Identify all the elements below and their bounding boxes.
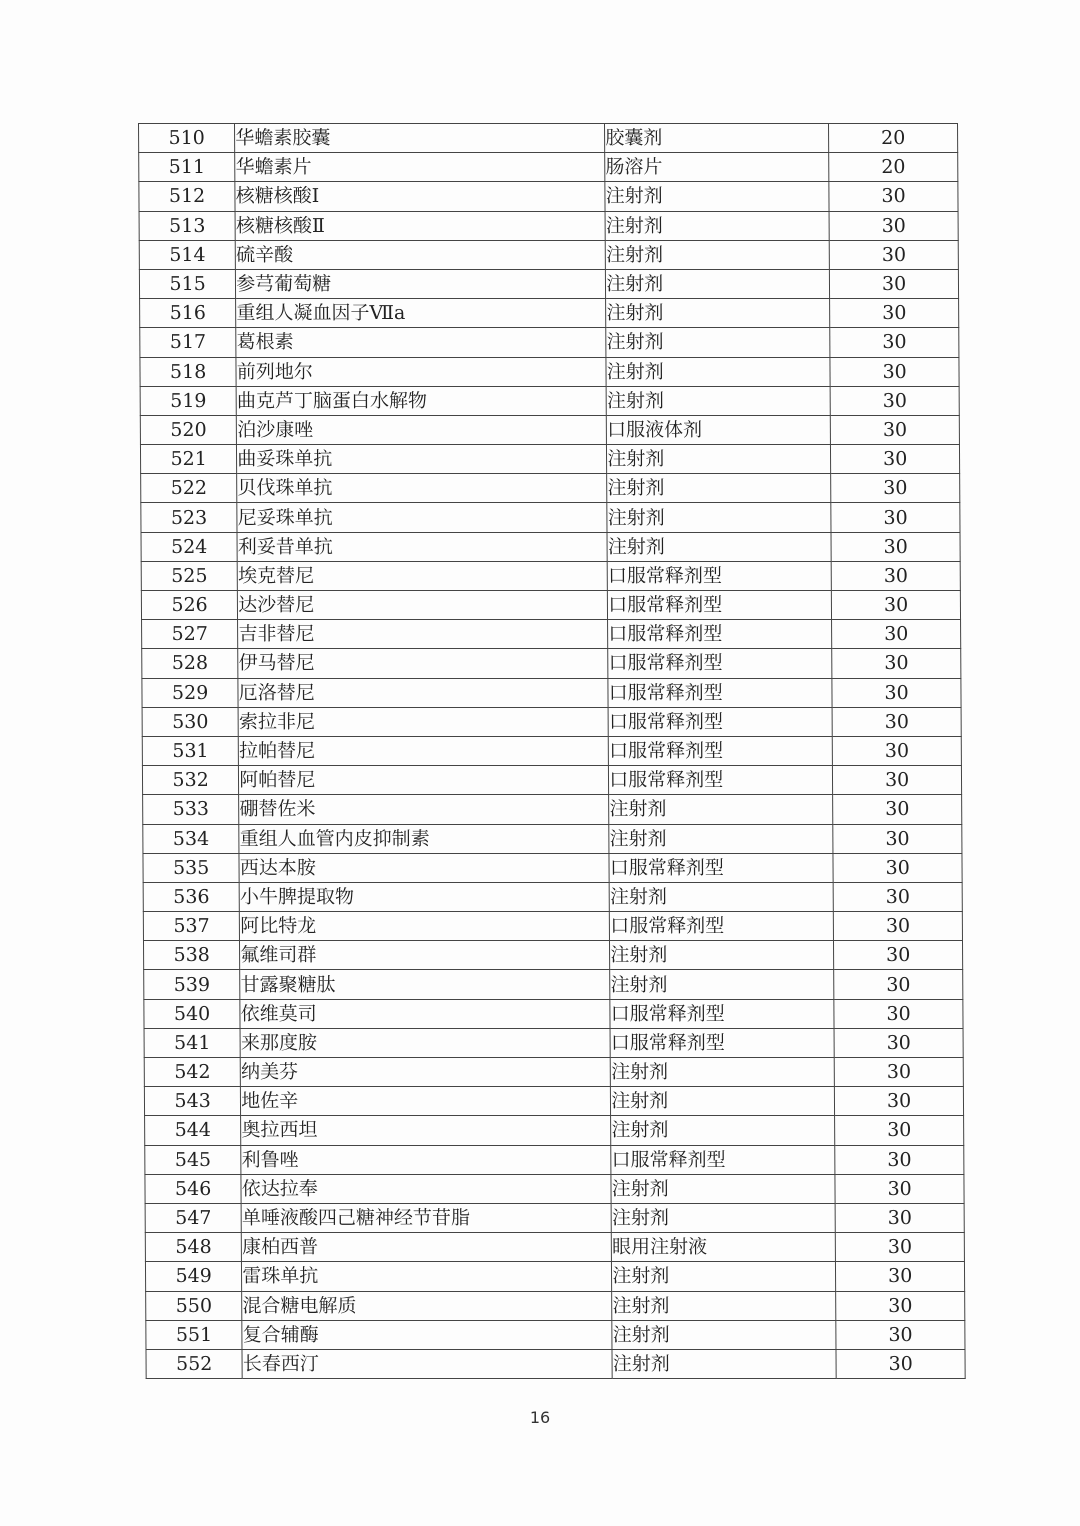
days-cell: 30: [833, 766, 962, 795]
table-row: [139, 153, 958, 182]
table-row: [139, 240, 958, 269]
dosage-form-cell: 注射剂: [605, 182, 829, 211]
row-number-cell: 511: [139, 153, 235, 182]
drug-name-cell: 甘露聚糖肽: [240, 970, 610, 999]
days-cell: 30: [831, 445, 960, 474]
days-cell: 30: [834, 941, 963, 970]
days-cell: 30: [836, 1291, 965, 1320]
dosage-form-cell: 口服常释剂型: [608, 591, 832, 620]
dosage-form-cell: 口服常释剂型: [608, 678, 832, 707]
table-row: [146, 1320, 965, 1349]
drug-name-cell: 利鲁唑: [241, 1145, 611, 1174]
table-row: [141, 532, 960, 561]
drug-name-cell: 前列地尔: [236, 357, 606, 386]
table-row: [145, 1116, 964, 1145]
table-row: [139, 269, 958, 298]
table-row: [142, 649, 961, 678]
days-cell: 30: [835, 1116, 964, 1145]
table-row: [142, 707, 961, 736]
dosage-form-cell: 注射剂: [611, 1203, 835, 1232]
row-number-cell: 546: [145, 1174, 241, 1203]
drug-name-cell: 达沙替尼: [238, 591, 608, 620]
row-number-cell: 535: [143, 853, 239, 882]
dosage-form-cell: 注射剂: [611, 1116, 835, 1145]
days-cell: 30: [831, 561, 960, 590]
dosage-form-cell: 注射剂: [607, 445, 831, 474]
drug-name-cell: 依维莫司: [240, 999, 610, 1028]
table-row: [141, 503, 960, 532]
drug-name-cell: 阿比特龙: [240, 912, 610, 941]
days-cell: 30: [829, 240, 958, 269]
row-number-cell: 520: [140, 415, 236, 444]
drug-name-cell: 贝伐珠单抗: [237, 474, 607, 503]
row-number-cell: 517: [140, 328, 236, 357]
row-number-cell: 533: [143, 795, 239, 824]
row-number-cell: 515: [139, 269, 235, 298]
dosage-form-cell: 注射剂: [610, 970, 834, 999]
drug-name-cell: 长春西汀: [242, 1349, 612, 1378]
table-row: [141, 561, 960, 590]
dosage-form-cell: 注射剂: [609, 795, 833, 824]
days-cell: 30: [835, 1145, 964, 1174]
table-row: [145, 1174, 964, 1203]
drug-name-cell: 索拉非尼: [238, 707, 608, 736]
dosage-form-cell: 注射剂: [611, 1174, 835, 1203]
dosage-form-cell: 注射剂: [606, 269, 830, 298]
drug-name-cell: 核糖核酸Ⅰ: [235, 182, 605, 211]
row-number-cell: 531: [142, 736, 238, 765]
drug-name-cell: 参芎葡萄糖: [236, 269, 606, 298]
table-row: [141, 474, 960, 503]
dosage-form-cell: 胶囊剂: [605, 124, 829, 153]
row-number-cell: 510: [139, 124, 235, 153]
drug-table: [138, 123, 966, 1379]
row-number-cell: 538: [143, 941, 239, 970]
table-row: [141, 591, 960, 620]
dosage-form-cell: 注射剂: [607, 474, 831, 503]
table-row: [143, 882, 962, 911]
row-number-cell: 543: [144, 1087, 240, 1116]
days-cell: 30: [834, 1028, 963, 1057]
table-row: [139, 211, 958, 240]
days-cell: 30: [836, 1320, 965, 1349]
dosage-form-cell: 口服常释剂型: [609, 766, 833, 795]
row-number-cell: 522: [141, 474, 237, 503]
dosage-form-cell: 注射剂: [607, 532, 831, 561]
days-cell: 30: [832, 707, 961, 736]
drug-name-cell: 雷珠单抗: [242, 1262, 612, 1291]
row-number-cell: 532: [142, 766, 238, 795]
days-cell: 30: [834, 912, 963, 941]
dosage-form-cell: 口服常释剂型: [608, 736, 832, 765]
days-cell: 30: [830, 328, 959, 357]
days-cell: 30: [829, 211, 958, 240]
dosage-form-cell: 眼用注射液: [612, 1233, 836, 1262]
row-number-cell: 536: [143, 882, 239, 911]
dosage-form-cell: 口服常释剂型: [610, 1028, 834, 1057]
table-row: [145, 1233, 964, 1262]
drug-name-cell: 地佐辛: [241, 1087, 611, 1116]
table-row: [144, 1058, 963, 1087]
drug-name-cell: 奥拉西坦: [241, 1116, 611, 1145]
table-row: [144, 970, 963, 999]
days-cell: 30: [835, 1203, 964, 1232]
row-number-cell: 528: [142, 649, 238, 678]
dosage-form-cell: 注射剂: [612, 1349, 836, 1378]
table-row: [142, 678, 961, 707]
days-cell: 30: [836, 1349, 965, 1378]
table-row: [144, 1028, 963, 1057]
row-number-cell: 525: [141, 561, 237, 590]
drug-name-cell: 拉帕替尼: [239, 736, 609, 765]
days-cell: 30: [833, 882, 962, 911]
row-number-cell: 524: [141, 532, 237, 561]
dosage-form-cell: 口服常释剂型: [608, 620, 832, 649]
row-number-cell: 518: [140, 357, 236, 386]
days-cell: 30: [830, 386, 959, 415]
table-row: [143, 853, 962, 882]
days-cell: 30: [831, 503, 960, 532]
table-row: [146, 1291, 965, 1320]
table-row: [140, 328, 959, 357]
row-number-cell: 541: [144, 1028, 240, 1057]
drug-name-cell: 利妥昔单抗: [237, 532, 607, 561]
drug-name-cell: 曲克芦丁脑蛋白水解物: [236, 386, 606, 415]
days-cell: 30: [831, 532, 960, 561]
dosage-form-cell: 注射剂: [609, 882, 833, 911]
dosage-form-cell: 口服常释剂型: [609, 853, 833, 882]
table-row: [145, 1203, 964, 1232]
row-number-cell: 512: [139, 182, 235, 211]
days-cell: 30: [835, 1087, 964, 1116]
drug-name-cell: 华蟾素片: [235, 153, 605, 182]
dosage-form-cell: 注射剂: [605, 211, 829, 240]
row-number-cell: 529: [142, 678, 238, 707]
table-row: [143, 912, 962, 941]
dosage-form-cell: 注射剂: [605, 240, 829, 269]
dosage-form-cell: 肠溶片: [605, 153, 829, 182]
row-number-cell: 542: [144, 1058, 240, 1087]
days-cell: 30: [832, 649, 961, 678]
days-cell: 30: [830, 357, 959, 386]
row-number-cell: 549: [145, 1262, 241, 1291]
row-number-cell: 539: [144, 970, 240, 999]
days-cell: 30: [830, 299, 959, 328]
drug-name-cell: 伊马替尼: [238, 649, 608, 678]
table-row: [142, 736, 961, 765]
drug-name-cell: 泊沙康唑: [237, 415, 607, 444]
table-row: [140, 445, 959, 474]
table-row: [143, 795, 962, 824]
dosage-form-cell: 注射剂: [612, 1320, 836, 1349]
drug-name-cell: 硼替佐米: [239, 795, 609, 824]
days-cell: 30: [832, 678, 961, 707]
table-row: [142, 620, 961, 649]
drug-name-cell: 复合辅酶: [242, 1320, 612, 1349]
row-number-cell: 547: [145, 1203, 241, 1232]
days-cell: 30: [832, 736, 961, 765]
table-row: [144, 1087, 963, 1116]
row-number-cell: 530: [142, 707, 238, 736]
days-cell: 30: [831, 415, 960, 444]
days-cell: 30: [833, 853, 962, 882]
drug-name-cell: 葛根素: [236, 328, 606, 357]
days-cell: 30: [834, 1058, 963, 1087]
drug-name-cell: 纳美芬: [240, 1058, 610, 1087]
drug-name-cell: 曲妥珠单抗: [237, 445, 607, 474]
dosage-form-cell: 口服常释剂型: [610, 999, 834, 1028]
days-cell: 30: [829, 182, 958, 211]
dosage-form-cell: 注射剂: [612, 1291, 836, 1320]
drug-name-cell: 硫辛酸: [235, 240, 605, 269]
dosage-form-cell: 口服常释剂型: [607, 561, 831, 590]
row-number-cell: 521: [140, 445, 236, 474]
dosage-form-cell: 注射剂: [610, 1058, 834, 1087]
row-number-cell: 527: [142, 620, 238, 649]
dosage-form-cell: 口服液体剂: [607, 415, 831, 444]
days-cell: 30: [831, 474, 960, 503]
row-number-cell: 534: [143, 824, 239, 853]
dosage-form-cell: 注射剂: [606, 357, 830, 386]
dosage-form-cell: 注射剂: [611, 1087, 835, 1116]
drug-name-cell: 康柏西普: [242, 1233, 612, 1262]
row-number-cell: 519: [140, 386, 236, 415]
drug-name-cell: 氟维司群: [240, 941, 610, 970]
dosage-form-cell: 注射剂: [609, 824, 833, 853]
drug-name-cell: 尼妥珠单抗: [237, 503, 607, 532]
drug-name-cell: 重组人凝血因子Ⅶa: [236, 299, 606, 328]
row-number-cell: 514: [139, 240, 235, 269]
days-cell: 30: [832, 620, 961, 649]
dosage-form-cell: 口服常释剂型: [608, 649, 832, 678]
days-cell: 30: [836, 1233, 965, 1262]
days-cell: 20: [829, 153, 958, 182]
drug-name-cell: 混合糖电解质: [242, 1291, 612, 1320]
days-cell: 20: [829, 124, 958, 153]
row-number-cell: 548: [145, 1233, 241, 1262]
drug-name-cell: 单唾液酸四己糖神经节苷脂: [241, 1203, 611, 1232]
drug-name-cell: 重组人血管内皮抑制素: [239, 824, 609, 853]
table-row: [143, 941, 962, 970]
row-number-cell: 552: [146, 1349, 242, 1378]
days-cell: 30: [834, 999, 963, 1028]
dosage-form-cell: 注射剂: [607, 503, 831, 532]
drug-table-body: [139, 124, 966, 1379]
days-cell: 30: [833, 795, 962, 824]
table-row: [139, 124, 958, 153]
drug-name-cell: 西达本胺: [239, 853, 609, 882]
table-row: [146, 1349, 965, 1378]
row-number-cell: 550: [146, 1291, 242, 1320]
row-number-cell: 551: [146, 1320, 242, 1349]
drug-name-cell: 吉非替尼: [238, 620, 608, 649]
table-row: [145, 1145, 964, 1174]
table-row: [140, 415, 959, 444]
dosage-form-cell: 口服常释剂型: [611, 1145, 835, 1174]
row-number-cell: 537: [143, 912, 239, 941]
drug-name-cell: 核糖核酸Ⅱ: [235, 211, 605, 240]
drug-name-cell: 厄洛替尼: [238, 678, 608, 707]
row-number-cell: 545: [145, 1145, 241, 1174]
row-number-cell: 513: [139, 211, 235, 240]
dosage-form-cell: 注射剂: [606, 386, 830, 415]
days-cell: 30: [834, 970, 963, 999]
row-number-cell: 523: [141, 503, 237, 532]
days-cell: 30: [836, 1262, 965, 1291]
dosage-form-cell: 注射剂: [612, 1262, 836, 1291]
page-number: 16: [529, 1408, 551, 1427]
dosage-form-cell: 注射剂: [610, 941, 834, 970]
drug-name-cell: 埃克替尼: [237, 561, 607, 590]
row-number-cell: 516: [140, 299, 236, 328]
drug-name-cell: 来那度胺: [240, 1028, 610, 1057]
table-row: [142, 766, 961, 795]
drug-name-cell: 依达拉奉: [241, 1174, 611, 1203]
dosage-form-cell: 注射剂: [606, 328, 830, 357]
row-number-cell: 526: [141, 591, 237, 620]
dosage-form-cell: 口服常释剂型: [608, 707, 832, 736]
table-row: [140, 386, 959, 415]
days-cell: 30: [833, 824, 962, 853]
days-cell: 30: [835, 1174, 964, 1203]
dosage-form-cell: 注射剂: [606, 299, 830, 328]
drug-name-cell: 华蟾素胶囊: [235, 124, 605, 153]
row-number-cell: 544: [145, 1116, 241, 1145]
dosage-form-cell: 口服常释剂型: [610, 912, 834, 941]
table-row: [140, 357, 959, 386]
table-row: [145, 1262, 964, 1291]
drug-name-cell: 小牛脾提取物: [239, 882, 609, 911]
row-number-cell: 540: [144, 999, 240, 1028]
drug-name-cell: 阿帕替尼: [239, 766, 609, 795]
days-cell: 30: [832, 591, 961, 620]
table-row: [139, 182, 958, 211]
table-row: [144, 999, 963, 1028]
days-cell: 30: [830, 269, 959, 298]
table-row: [143, 824, 962, 853]
table-row: [140, 299, 959, 328]
